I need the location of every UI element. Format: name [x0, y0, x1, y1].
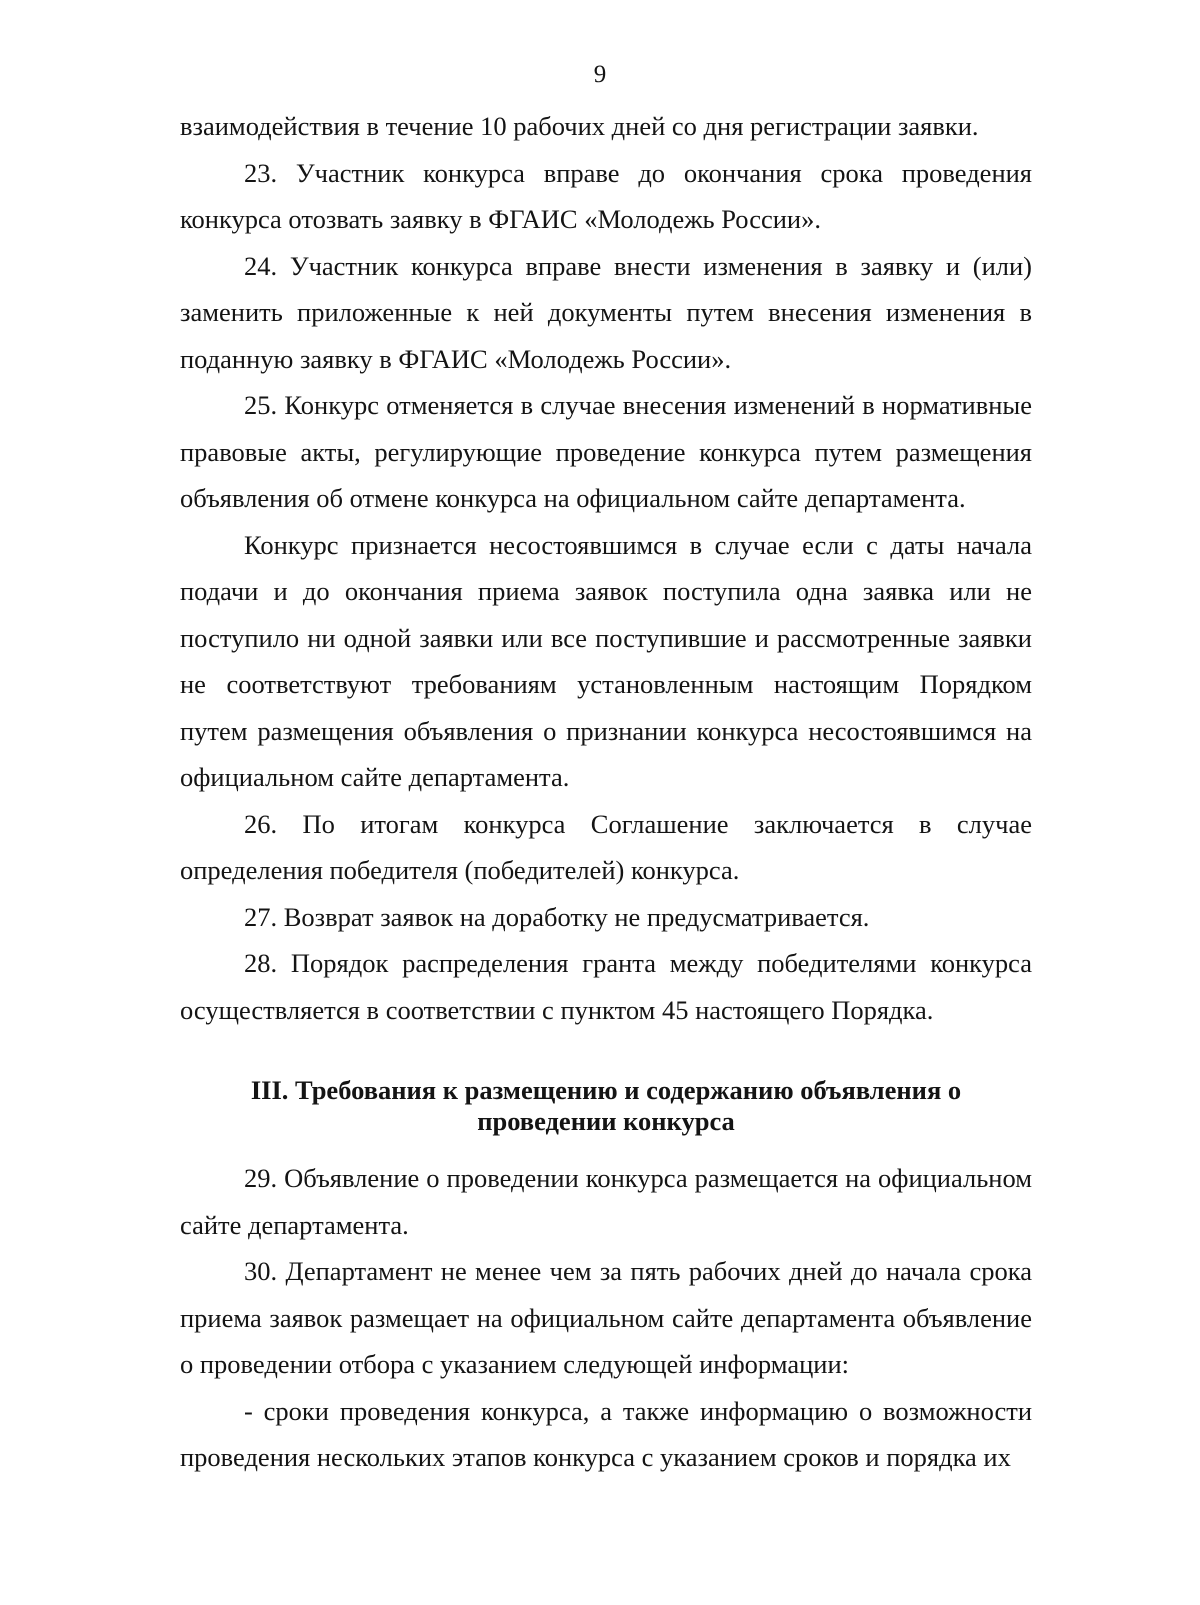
- section-heading-line-1: III. Требования к размещению и содержанию объявления о: [250, 1075, 962, 1105]
- paragraph-26: 26. По итогам конкурса Соглашение заключается в случае определения победителя (победителей) конкурса.: [180, 808, 1032, 885]
- paragraph-30: 30. Департамент не менее чем за пять рабочих дней до начала срока приема заявок размещает на официальном сайте департамента объявление о проведении отбора с указанием следующей информации:: [180, 1256, 1032, 1379]
- paragraph-28: 28. Порядок распределения гранта между победителями конкурса осуществляется в соответствии с пунктом 45 настоящего Порядка.: [180, 948, 1032, 1025]
- paragraph-27: 27. Возврат заявок на доработку не предусматривается.: [244, 901, 870, 932]
- paragraph-24: 24. Участник конкурса вправе внести изменения в заявку и (или) заменить приложенные к ней документы путем внесения изменения в поданную заявку в ФГАИС «Молодежь России».: [180, 250, 1032, 374]
- paragraph-25: 25. Конкурс отменяется в случае внесения изменений в нормативные правовые акты, регулирующие проведение конкурса путем размещения объявления об отмене конкурса на официальном сайте департамента.: [180, 390, 1032, 513]
- body-text-bottom: [180, 1155, 1032, 1481]
- section-heading: [180, 1075, 1032, 1137]
- paragraph-continuation: взаимодействия в течение 10 рабочих дней со дня регистрации заявки.: [180, 111, 979, 141]
- section-heading-line-2: проведении конкурса: [477, 1106, 735, 1136]
- body-text-top: [180, 103, 1032, 1033]
- paragraph-25-cont: Конкурс признается несостоявшимся в случае если с даты начала подачи и до окончания приема заявок поступила одна заявка или не поступило ни одной заявки или все поступившие и рассмотренные заявки не соответствуют требованиям установленным настоящим Порядком путем размещения объявления о признании конкурса несостоявшимся на официальном сайте департамента.: [180, 529, 1032, 792]
- paragraph-29: 29. Объявление о проведении конкурса размещается на официальном сайте департамента.: [180, 1163, 1032, 1240]
- paragraph-30-item: - сроки проведения конкурса, а также информацию о возможности проведения нескольких этапов конкурса с указанием сроков и порядка их: [180, 1395, 1032, 1472]
- page-number: 9: [593, 61, 607, 88]
- paragraph-23: 23. Участник конкурса вправе до окончания срока проведения конкурса отозвать заявку в ФГАИС «Молодежь России».: [180, 157, 1032, 234]
